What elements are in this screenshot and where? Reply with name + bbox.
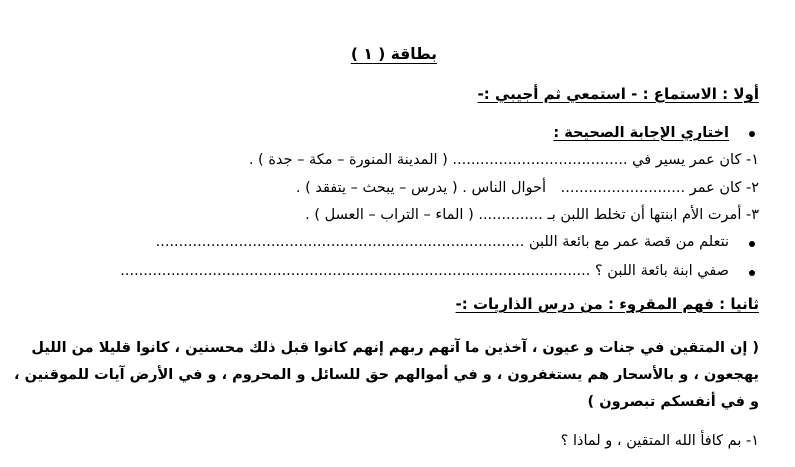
passage-line-3: و في أنفسكم تبصرون ) bbox=[587, 394, 759, 410]
bullet-question-1-dots: ................................................................................ bbox=[155, 234, 525, 250]
bullet-question-2 bbox=[749, 270, 755, 276]
question-1-prompt: ١- كان عمر يسير في bbox=[632, 152, 759, 168]
bullet-question-1 bbox=[749, 241, 755, 247]
choose-heading: اختاري الإجابة الصحيحة : bbox=[553, 125, 729, 141]
question-2 bbox=[296, 178, 759, 198]
question-3-prompt: ٣- أمرت الأم ابنتها أن تخلط اللبن بـ bbox=[547, 207, 759, 223]
question-2-dots: ........................... bbox=[560, 180, 686, 196]
question-3 bbox=[305, 205, 759, 225]
question-2-middle: أحوال الناس bbox=[471, 180, 547, 196]
bullet-question-1-text: نتعلم من قصة عمر مع بائعة اللبن bbox=[528, 234, 729, 250]
passage-question-1: ١- بم كافأ الله المتقين ، و لماذا ؟ bbox=[560, 433, 759, 449]
passage-line-1: ( إن المتقين في جنات و عيون ، آخذين ما آتهم ربهم إنهم كانوا قبل ذلك محسنين ، كانوا قليلا من الليل bbox=[31, 340, 759, 356]
bullet-choose bbox=[749, 131, 755, 137]
bullet-question-2-line bbox=[120, 261, 729, 281]
question-1-options: ( المدينة المنورة – مكة – جدة ) . bbox=[248, 152, 448, 168]
section1-heading: أولا : الاستماع : - استمعي ثم أجيبي :- bbox=[477, 85, 759, 103]
question-3-dots: .............. bbox=[478, 207, 543, 223]
section2-heading: ثانيا : فهم المقروء : من درس الذاريات :- bbox=[455, 295, 759, 313]
bullet-question-2-text: صفي ابنة بائعة اللبن ؟ bbox=[595, 263, 729, 279]
question-1-dots: ...................................... bbox=[452, 152, 628, 168]
card-title: بطاقة ( ١ ) bbox=[350, 45, 437, 63]
bullet-question-1-line bbox=[156, 232, 729, 252]
question-3-options: ( الماء – التراب – العسل ) . bbox=[305, 207, 474, 223]
passage-line-2: يهجعون ، و بالأسحار هم يستغفرون ، و في أموالهم حق للسائل و المحروم ، و في الأرض آيات للموقنين ، bbox=[14, 367, 759, 383]
question-2-prompt: ٢- كان عمر bbox=[689, 180, 759, 196]
bullet-question-2-dots: ...................................................................................................... bbox=[120, 263, 591, 279]
question-2-options: . ( يدرس – يبحث – يتفقد ) . bbox=[295, 180, 467, 196]
question-1 bbox=[249, 150, 759, 170]
